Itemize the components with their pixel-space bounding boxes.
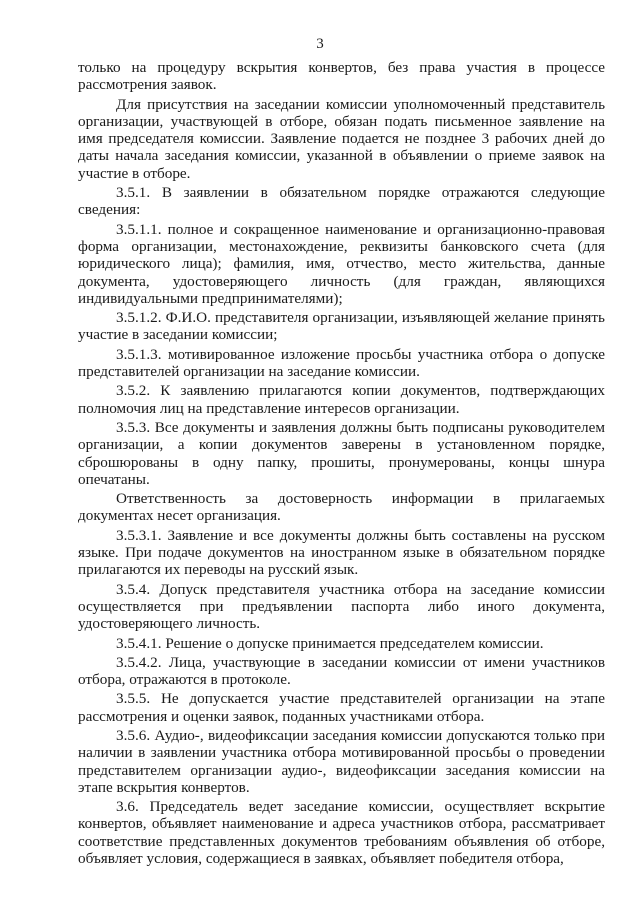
- paragraph: 3.5.2. К заявлению прилагаются копии документов, подтверждающих полномочия лиц на представление интересов организации.: [78, 382, 605, 417]
- paragraph: 3.5.4.1. Решение о допуске принимается председателем комиссии.: [116, 634, 544, 652]
- paragraph: Для присутствия на заседании комиссии уполномоченный представитель организации, участвующей в отборе, обязан подать письменное заявление на имя председателя комиссии. Заявление подается не позднее 3 рабочих дней до даты начала заседания комиссии, указанной в объявлении о приеме заявок на участие в отборе.: [78, 95, 605, 182]
- paragraph: Ответственность за достоверность информации в прилагаемых документах несет организация.: [78, 490, 605, 525]
- paragraph: 3.5.1. В заявлении в обязательном порядке отражаются следующие сведения:: [78, 184, 605, 219]
- paragraph: 3.5.1.1. полное и сокращенное наименование и организационно-правовая форма организации, местонахождение, реквизиты банковского счета (для юридического лица); фамилия, имя, отчество, место жительства, данные документа, удостоверяющего личность (для граждан, являющихся индивидуальными предпринимателями);: [78, 220, 605, 307]
- paragraph: 3.5.1.2. Ф.И.О. представителя организации, изъявляющей желание принять участие в заседании комиссии;: [78, 309, 605, 344]
- paragraph: 3.6. Председатель ведет заседание комиссии, осуществляет вскрытие конвертов, объявляет наименование и адреса участников отбора, рассматривает соответствие представленных документов требованиям объявления об отборе, объявляет условия, содержащиеся в заявках, объявляет победителя отбора,: [78, 798, 605, 868]
- paragraph: 3.5.1.3. мотивированное изложение просьбы участника отбора о допуске представителей организации на заседание комиссии.: [78, 345, 605, 381]
- paragraph: 3.5.6. Аудио-, видеофиксации заседания комиссии допускаются только при наличии в заявлении участника отбора мотивированной просьбы о проведении представителем организации аудио-, видеофиксации заседания комиссии на этапе вскрытия конвертов.: [78, 726, 605, 796]
- paragraph: только на процедуру вскрытия конвертов, без права участия в процессе рассмотрения заявок.: [78, 59, 605, 94]
- paragraph: 3.5.5. Не допускается участие представителей организации на этапе рассмотрения и оценки заявок, поданных участниками отбора.: [78, 690, 605, 725]
- paragraph: 3.5.3. Все документы и заявления должны быть подписаны руководителем организации, а копии документов заверены в установленном порядке, сброшюрованы в одну папку, прошиты, пронумерованы, концы шнура опечатаны.: [78, 418, 605, 488]
- document-body: [78, 59, 605, 869]
- paragraph: 3.5.4. Допуск представителя участника отбора на заседание комиссии осуществляется при предъявлении паспорта либо иного документа, удостоверяющего личность.: [78, 580, 605, 633]
- paragraph: 3.5.3.1. Заявление и все документы должны быть составлены на русском языке. При подаче документов на иностранном языке в обязательном порядке прилагаются их переводы на русский язык.: [78, 526, 605, 579]
- page-number: 3: [316, 36, 324, 52]
- paragraph: 3.5.4.2. Лица, участвующие в заседании комиссии от имени участников отбора, отражаются в протоколе.: [78, 653, 605, 689]
